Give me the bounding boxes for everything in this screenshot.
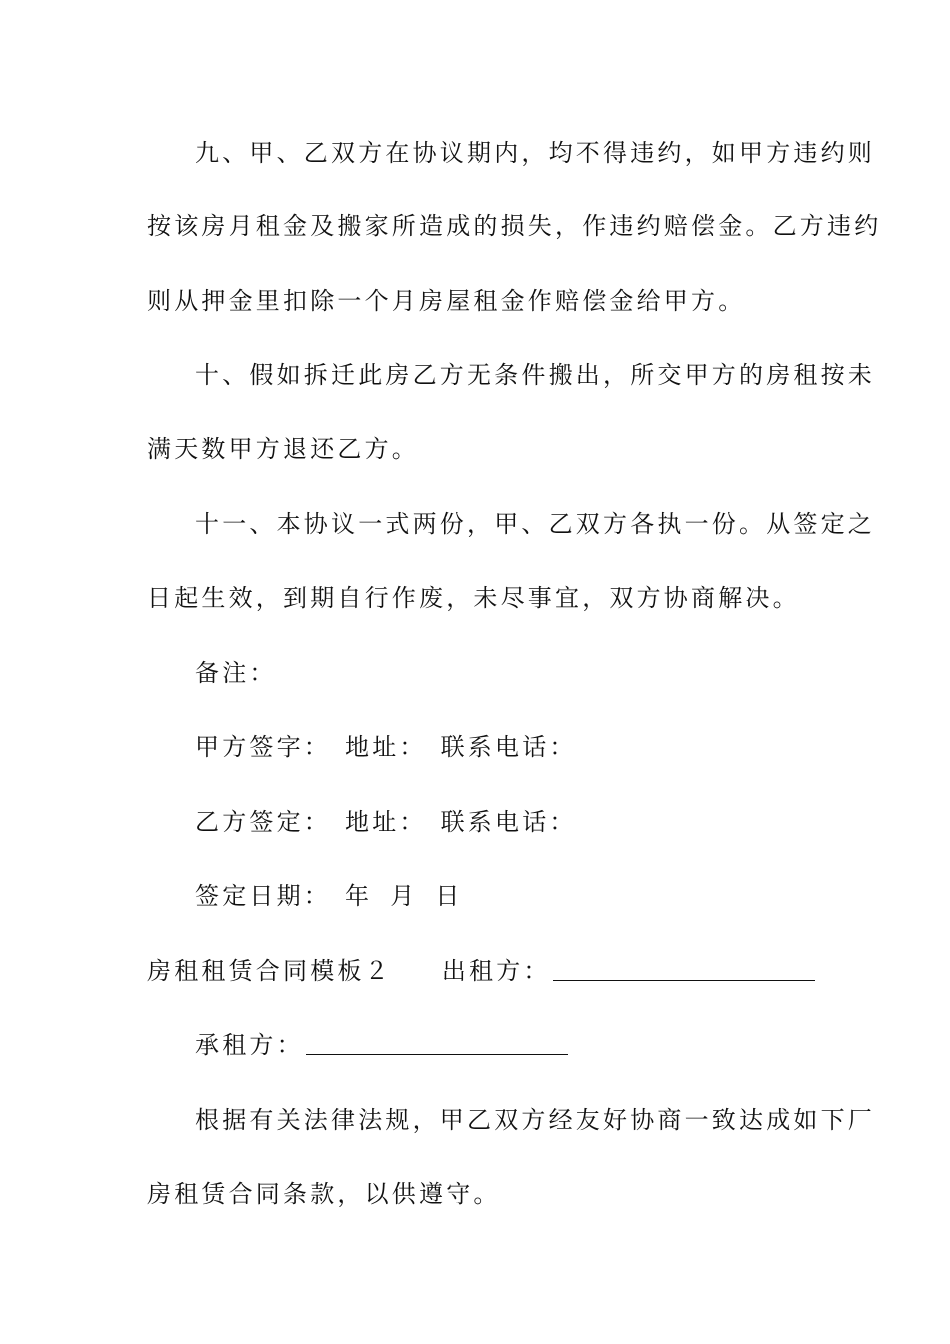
remarks-label: 备注： bbox=[195, 659, 277, 687]
clause-11-line-1: 十一、本协议一式两份，甲、乙双方各执一份。从签定之 bbox=[195, 510, 875, 538]
clause-10-line-2: 满天数甲方退还乙方。 bbox=[147, 435, 419, 463]
template-2-heading-line bbox=[147, 955, 807, 987]
template-2-title: 房租租赁合同模板２ bbox=[147, 957, 392, 985]
lessee-label: 承租方： bbox=[195, 1031, 304, 1059]
lessee-blank-underline bbox=[306, 1032, 568, 1055]
sign-date-month: 月 bbox=[390, 882, 418, 910]
party-b-phone-label: 联系电话： bbox=[440, 808, 577, 836]
party-a-address-label: 地址： bbox=[345, 733, 427, 761]
party-a-sign-label: 甲方签字： bbox=[195, 733, 331, 761]
sign-date-line bbox=[195, 880, 815, 912]
lessor-blank-underline bbox=[553, 958, 815, 981]
party-b-sign-label: 乙方签定： bbox=[195, 808, 331, 836]
intro-line-2: 房租赁合同条款，以供遵守。 bbox=[147, 1180, 501, 1208]
sign-date-year: 年 bbox=[345, 882, 373, 910]
party-a-signature-line bbox=[195, 731, 815, 763]
clause-10-line-1: 十、假如拆迁此房乙方无条件搬出，所交甲方的房租按未 bbox=[195, 361, 875, 389]
sign-date-day: 日 bbox=[435, 882, 463, 910]
lessor-label: 出租方： bbox=[441, 957, 551, 985]
sign-date-label: 签定日期： bbox=[195, 882, 331, 910]
clause-11-line-2: 日起生效，到期自行作废，未尽事宜，双方协商解决。 bbox=[147, 584, 800, 612]
clause-9-line-3: 则从押金里扣除一个月房屋租金作赔偿金给甲方。 bbox=[147, 287, 746, 315]
party-b-signature-line bbox=[195, 806, 815, 838]
clause-9-line-2: 按该房月租金及搬家所造成的损失，作违约赔偿金。乙方违约 bbox=[147, 212, 882, 240]
clause-9-line-1: 九、甲、乙双方在协议期内，均不得违约，如甲方违约则 bbox=[195, 139, 875, 167]
lessee-line bbox=[195, 1029, 815, 1061]
party-b-address-label: 地址： bbox=[345, 808, 427, 836]
party-a-phone-label: 联系电话： bbox=[440, 733, 577, 761]
intro-line-1: 根据有关法律法规，甲乙双方经友好协商一致达成如下厂 bbox=[195, 1106, 875, 1134]
